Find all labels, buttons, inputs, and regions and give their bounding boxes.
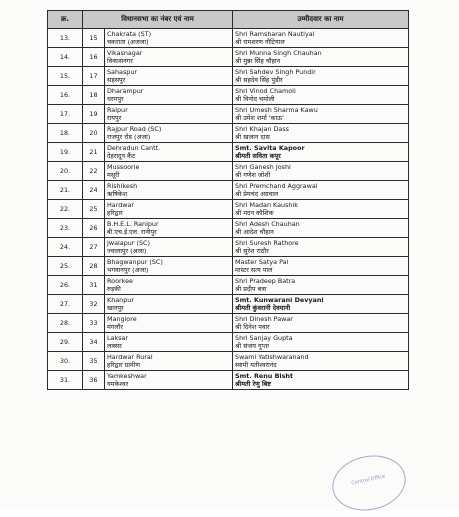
candidate-cell [233,29,409,48]
constituency-name-en: Yamkeshwar [107,372,147,380]
constituency-cell [105,29,233,48]
serial-number: 20. [48,162,83,181]
constituency-name-hi: यमकेश्वर [107,380,129,388]
table-row [48,29,409,48]
candidate-name-hi: श्री आदेश चौहान [235,228,274,236]
constituency-number: 31 [83,276,105,295]
candidate-name-en: Shri Pradeep Batra [235,277,296,285]
candidate-name-hi: श्री दिनेश पवार [235,323,270,331]
constituency-cell [105,105,233,124]
candidate-name-en: Shri Dinesh Pawar [235,315,293,323]
constituency-name-hi: मंगलौर [107,323,124,331]
constituency-name-hi: रुड़की [107,285,121,293]
candidate-name-en: Shri Madan Kaushik [235,201,298,209]
serial-number: 19. [48,143,83,162]
constituency-name-en: Rajpur Road (SC) [107,125,162,133]
serial-number: 14. [48,48,83,67]
constituency-number: 26 [83,219,105,238]
constituency-number: 27 [83,238,105,257]
constituency-name-en: Khanpur [107,296,134,304]
candidate-name-hi: श्री संजय गुप्ता [235,342,269,350]
table-row [48,105,409,124]
candidate-cell [233,219,409,238]
table-row [48,238,409,257]
candidate-name-en: Shri Umesh Sharma Kawu [235,106,318,114]
constituency-name-hi: रायपुर [107,114,122,122]
candidate-name-en: Shri Khajan Dass [235,125,289,133]
serial-number: 31. [48,371,83,390]
candidate-name-hi: श्री प्रेमचंद अग्रवाल [235,190,279,198]
serial-number: 21. [48,181,83,200]
table-row [48,143,409,162]
serial-number: 27. [48,295,83,314]
constituency-cell [105,48,233,67]
constituency-name-en: B.H.E.L. Ranipur [107,220,159,228]
candidate-cell [233,67,409,86]
candidate-name-en: Master Satya Pal [235,258,289,266]
table-row [48,124,409,143]
constituency-cell [105,219,233,238]
table-row [48,219,409,238]
constituency-name-hi: लक्सर [107,342,122,350]
candidate-name-hi: श्रीमती सविता कपूर [235,152,281,160]
candidate-cell [233,105,409,124]
constituency-cell [105,67,233,86]
constituency-name-hi: हरिद्वार [107,209,123,217]
constituency-name-hi: देहरादून कैंट [107,152,136,160]
constituency-cell [105,181,233,200]
constituency-name-en: Hardwar [107,201,135,209]
serial-number: 29. [48,333,83,352]
constituency-name-hi: राजपुर रोड (अजा) [107,133,151,141]
candidate-name-hi: श्रीमती कुंवरानी देवयानी [235,304,291,312]
constituency-name-en: Dharampur [107,87,144,95]
constituency-cell [105,276,233,295]
constituency-number: 32 [83,295,105,314]
candidate-name-en: Shri Sanjay Gupta [235,334,293,342]
table-row [48,257,409,276]
candidate-name-en: Smt. Renu Bisht [235,372,294,380]
table-row [48,67,409,86]
candidate-cell [233,200,409,219]
table-header [48,11,409,29]
constituency-cell [105,124,233,143]
table-row [48,314,409,333]
candidate-table [47,10,409,390]
constituency-name-hi: ऋषिकेश [107,190,128,198]
candidate-cell [233,371,409,390]
constituency-number: 24 [83,181,105,200]
candidate-name-hi: श्री मदन कौशिक [235,209,274,217]
constituency-number: 35 [83,352,105,371]
serial-number: 28. [48,314,83,333]
serial-number: 24. [48,238,83,257]
candidate-name-en: Shri Ganesh Joshi [235,163,291,171]
constituency-name-en: Jwalapur (SC) [107,239,150,247]
candidate-cell [233,333,409,352]
constituency-name-hi: चकराता (अजजा) [107,38,149,46]
table-row [48,86,409,105]
constituency-number: 19 [83,105,105,124]
constituency-cell [105,333,233,352]
constituency-cell [105,200,233,219]
constituency-number: 36 [83,371,105,390]
header-sr: क्र. [48,11,83,29]
candidate-name-hi: स्वामी यतीश्वरानंद [235,361,277,369]
candidate-name-hi: श्री रामशरण नौटियाल [235,38,285,46]
constituency-number: 33 [83,314,105,333]
constituency-cell [105,352,233,371]
constituency-name-hi: मसूरी [107,171,120,179]
table-row [48,371,409,390]
candidate-cell [233,276,409,295]
constituency-name-en: Dehradun Cantt. [107,144,161,152]
header-row [48,11,409,29]
constituency-cell [105,143,233,162]
serial-number: 30. [48,352,83,371]
constituency-name-hi: ज्वालापुर (अजा) [107,247,147,255]
constituency-cell [105,314,233,333]
constituency-name-en: Rishikesh [107,182,138,190]
constituency-number: 34 [83,333,105,352]
candidate-cell [233,257,409,276]
serial-number: 17. [48,105,83,124]
candidate-name-en: Smt. Savita Kapoor [235,144,305,152]
constituency-name-hi: खानपुर [107,304,124,312]
constituency-name-hi: बी.एच.ई.एल. रानीपुर [107,228,157,236]
candidate-name-hi: श्री प्रदीप बत्रा [235,285,267,293]
candidate-cell [233,124,409,143]
candidate-name-hi: श्री सहदेव सिंह पुंडीर [235,76,283,84]
constituency-cell [105,162,233,181]
candidate-name-en: Shri Suresh Rathore [235,239,299,247]
constituency-number: 15 [83,29,105,48]
constituency-number: 16 [83,48,105,67]
constituency-name-en: Raipur [107,106,128,114]
candidate-cell [233,238,409,257]
candidate-name-hi: श्री उमेश शर्मा 'काऊ' [235,114,284,122]
constituency-cell [105,257,233,276]
header-candidate: उम्मीदवार का नाम [233,11,409,29]
serial-number: 15. [48,67,83,86]
candidate-name-hi: श्रीमती रेणु बिष्ट [235,380,272,388]
candidate-cell [233,48,409,67]
constituency-cell [105,295,233,314]
candidate-name-hi: मास्टर सत्य पाल [235,266,273,274]
candidate-name-hi: श्री सुरेश राठौर [235,247,269,255]
constituency-name-en: Mussoorie [107,163,140,171]
table-body [48,29,409,390]
constituency-number: 20 [83,124,105,143]
table-row [48,181,409,200]
candidate-name-hi: श्री मुन्ना सिंह चौहान [235,57,281,65]
candidate-name-en: Smt. Kunwarani Devyani [235,296,324,304]
candidate-name-en: Shri Ramsharan Nautiyal [235,30,315,38]
candidate-name-hi: श्री विनोद चमोली [235,95,275,103]
table-row [48,295,409,314]
stamp-text: Central Office [350,473,386,487]
header-constituency: विधानसभा का नंबर एवं नाम [83,11,233,29]
constituency-name-en: Manglore [107,315,137,323]
constituency-name-en: Bhagwanpur (SC) [107,258,163,266]
serial-number: 26. [48,276,83,295]
serial-number: 25. [48,257,83,276]
constituency-name-en: Hardwar Rural [107,353,153,361]
serial-number: 18. [48,124,83,143]
serial-number: 22. [48,200,83,219]
constituency-number: 18 [83,86,105,105]
serial-number: 16. [48,86,83,105]
constituency-name-en: Chakrata (ST) [107,30,152,38]
constituency-name-hi: भगवानपुर (अजा) [107,266,149,274]
table-row [48,276,409,295]
candidate-cell [233,181,409,200]
serial-number: 13. [48,29,83,48]
constituency-name-hi: सहसपुर [107,76,126,84]
candidate-name-en: Shri Premchand Aggrawal [235,182,318,190]
constituency-name-hi: विकासनगर [107,57,133,65]
constituency-number: 25 [83,200,105,219]
constituency-number: 28 [83,257,105,276]
candidate-name-en: Shri Vinod Chamoli [235,87,296,95]
constituency-number: 17 [83,67,105,86]
constituency-cell [105,371,233,390]
candidate-cell [233,162,409,181]
constituency-name-en: Roorkee [107,277,133,285]
candidate-cell [233,352,409,371]
table-row [48,48,409,67]
constituency-cell [105,86,233,105]
serial-number: 23. [48,219,83,238]
candidate-name-hi: श्री गणेश जोशी [235,171,271,179]
candidate-name-en: Shri Sahdev Singh Pundir [235,68,316,76]
candidate-name-en: Swami Yatishwaranand [235,353,309,361]
constituency-cell [105,238,233,257]
candidate-cell [233,314,409,333]
constituency-name-hi: हरिद्वार ग्रामीण [107,361,140,369]
constituency-name-en: Vikasnagar [107,49,143,57]
table-row [48,162,409,181]
office-stamp [327,449,411,517]
candidate-name-hi: श्री खजान दास [235,133,270,141]
table-row [48,352,409,371]
candidate-cell [233,86,409,105]
table-row [48,200,409,219]
constituency-name-en: Laksar [107,334,129,342]
candidate-name-en: Shri Munna Singh Chauhan [235,49,322,57]
table-row [48,333,409,352]
candidate-cell [233,295,409,314]
constituency-number: 21 [83,143,105,162]
constituency-name-en: Sahaspur [107,68,138,76]
constituency-name-hi: धरमपुर [107,95,124,103]
candidate-cell [233,143,409,162]
candidate-name-en: Shri Adesh Chauhan [235,220,300,228]
constituency-number: 22 [83,162,105,181]
